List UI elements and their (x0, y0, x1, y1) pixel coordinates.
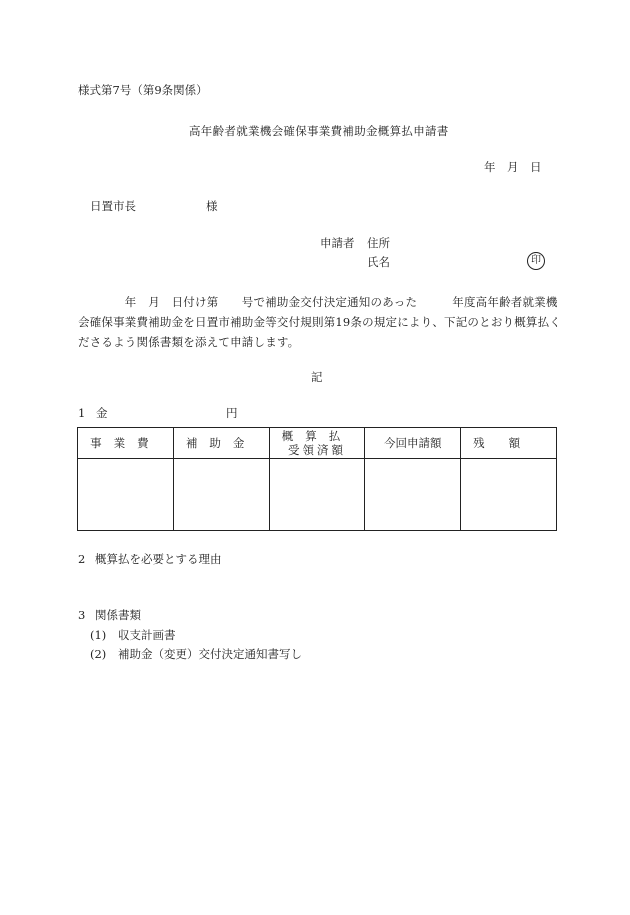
list-item: 補助金（変更）交付決定通知書写し (118, 647, 302, 661)
recipient-name: 日置市長 (90, 199, 136, 213)
section2-label: 概算払を必要とする理由 (95, 552, 222, 566)
header-jigyohi (78, 428, 174, 459)
header-gaisanbarai-label: 概算払 (281, 429, 353, 443)
recipient-honorific: 様 (206, 199, 218, 213)
header-gaisanbarai (269, 428, 365, 459)
header-konkai-label: 今回申請額 (384, 436, 442, 450)
section1-number: 1 (78, 406, 86, 420)
table-cell (173, 459, 269, 531)
list-item-number: (1) (90, 628, 107, 642)
address-label: 住所 (367, 236, 390, 250)
header-jigyohi-label: 事業費 (90, 436, 161, 450)
seal-mark: 印 (527, 252, 545, 270)
section3-label: 関係書類 (95, 608, 141, 622)
table-cell (461, 459, 557, 531)
list-item: 収支計画書 (118, 628, 176, 642)
amount-table (77, 427, 557, 531)
table-cell (365, 459, 461, 531)
request-body-text: 年 月 日付け第 号で補助金交付決定通知のあった 年度高年齢者就業機会確保事業費補助金を日置市補助金等交付規則第19条の規定により、下記のとおり概算払くださるよう関係書類を添えて申請します。 (78, 295, 562, 349)
ki-heading: 記 (311, 370, 323, 384)
name-label: 氏名 (367, 255, 390, 269)
table-cell (269, 459, 365, 531)
document-title: 高年齢者就業機会確保事業費補助金概算払申請書 (189, 124, 449, 138)
table-row (78, 459, 557, 531)
header-zangaku (461, 428, 557, 459)
header-hojokin-label: 補助金 (185, 436, 257, 450)
table-header-row (78, 428, 557, 459)
header-konkai (365, 428, 461, 459)
header-zangaku-label: 残額 (473, 436, 545, 450)
applicant-label: 申請者 (320, 236, 355, 250)
section3-number: 3 (78, 608, 86, 622)
header-hojokin (173, 428, 269, 459)
date-line: 年 月 日 (484, 160, 542, 174)
header-juryozumigaku-label: 受領済額 (287, 443, 346, 457)
section1-unit: 円 (226, 406, 238, 420)
form-number: 様式第7号（第9条関係） (78, 83, 208, 97)
section1-label: 金 (96, 406, 108, 420)
section2-number: 2 (78, 552, 86, 566)
table-cell (78, 459, 174, 531)
list-item-number: (2) (90, 647, 107, 661)
